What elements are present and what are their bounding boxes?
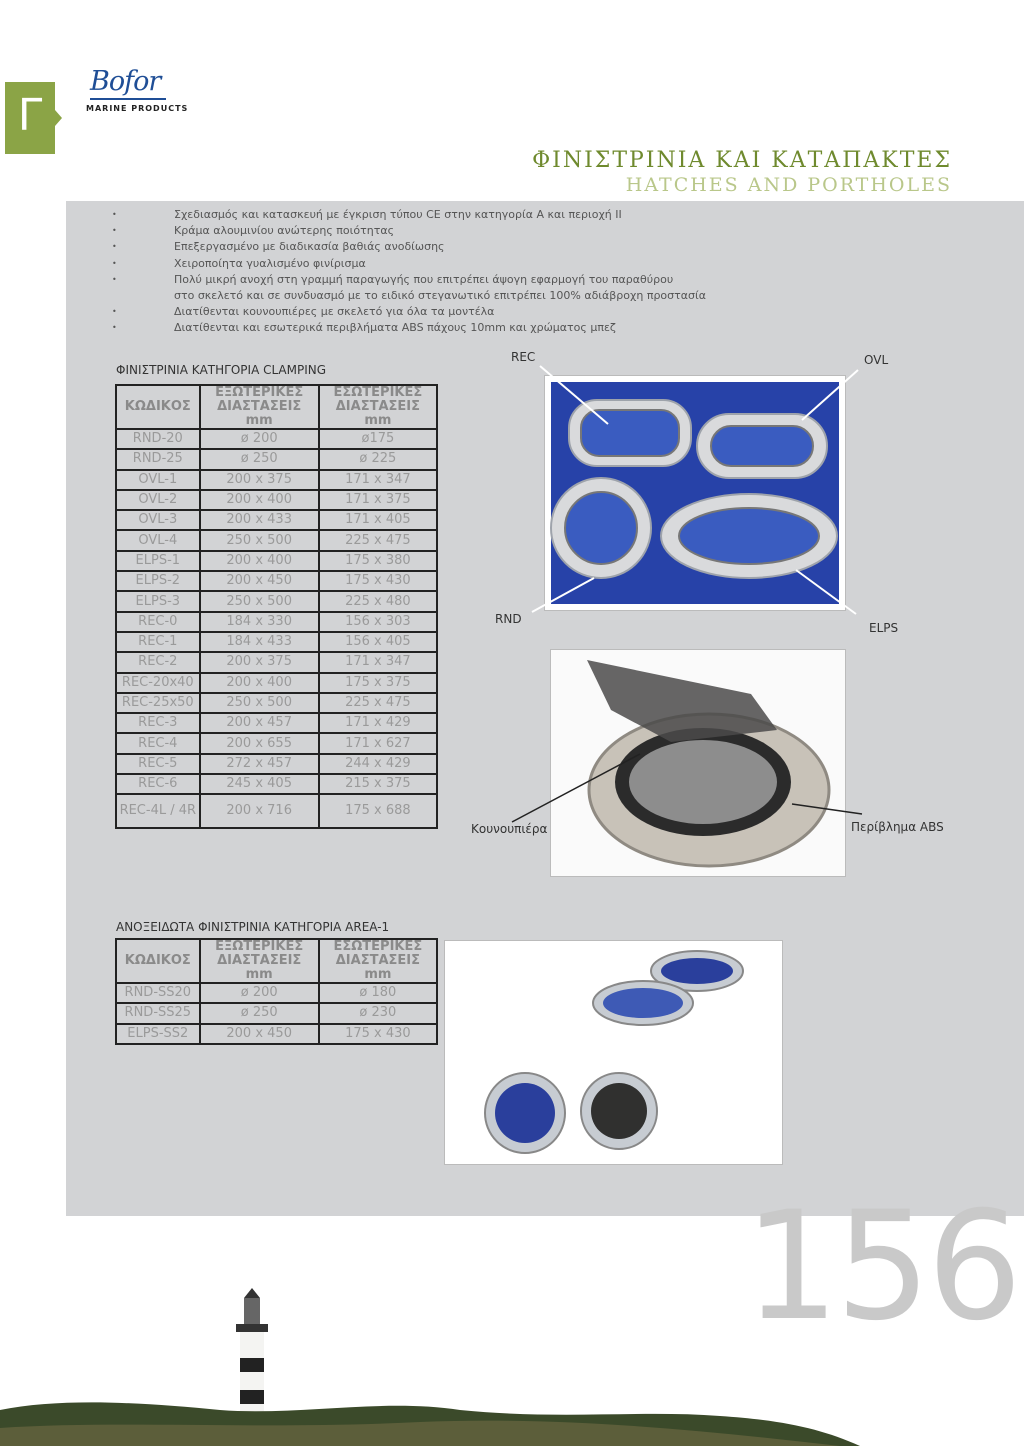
cell-code: OVL-4 xyxy=(116,530,200,550)
table-row xyxy=(116,530,437,550)
feature-list xyxy=(112,207,752,337)
cell-internal-size: 225 x 480 xyxy=(319,591,437,611)
feature-text: Διατίθενται και εσωτερικά περιβλήματα ABS πάχους 10mm και χρώματος μπεζ xyxy=(174,321,616,335)
porthole-detail-photo xyxy=(551,650,845,876)
cell-external-size: 200 x 375 xyxy=(200,652,319,672)
cell-internal-size: 156 x 405 xyxy=(319,632,437,652)
cell-code: RND-SS20 xyxy=(116,983,200,1003)
section-tab xyxy=(5,82,55,154)
cell-code: REC-4 xyxy=(116,733,200,753)
table-row xyxy=(116,632,437,652)
feature-text: Πολύ μικρή ανοχή στη γραμμή παραγωγής που επιτρέπει άψογη εφαρμογή του παραθύρου xyxy=(174,272,674,286)
cell-internal-size: 175 x 688 xyxy=(319,794,437,828)
page-title-greek: ΦΙΝΙΣΤΡΙΝΙΑ ΚΑΙ ΚΑΤΑΠΑΚΤΕΣ xyxy=(532,148,952,173)
feature-item xyxy=(112,304,752,320)
cell-internal-size: 175 x 375 xyxy=(319,673,437,693)
cell-external-size: ø 250 xyxy=(200,449,319,469)
porthole-types-image xyxy=(545,376,845,610)
cell-internal-size: ø 225 xyxy=(319,449,437,469)
cell-external-size: ø 250 xyxy=(200,1003,319,1023)
brand-logo xyxy=(86,66,189,116)
cell-code: REC-1 xyxy=(116,632,200,652)
label-elps: ELPS xyxy=(869,621,899,635)
cell-internal-size: 175 x 380 xyxy=(319,551,437,571)
cell-internal-size: 244 x 429 xyxy=(319,754,437,774)
lighthouse-landscape xyxy=(0,1270,1024,1446)
brand-subtitle: MARINE PRODUCTS xyxy=(86,104,189,113)
table-row xyxy=(116,591,437,611)
cell-code: ELPS-3 xyxy=(116,591,200,611)
table-row xyxy=(116,612,437,632)
cell-external-size: 200 x 457 xyxy=(200,713,319,733)
feature-item xyxy=(112,288,752,304)
table-row xyxy=(116,449,437,469)
cell-internal-size: 175 x 430 xyxy=(319,571,437,591)
porthole-screen-image xyxy=(551,650,845,876)
cell-external-size: ø 200 xyxy=(200,429,319,449)
table-row xyxy=(116,794,437,828)
bullet-icon: • xyxy=(112,242,117,252)
table-row xyxy=(116,1003,437,1023)
cell-code: REC-2 xyxy=(116,652,200,672)
cell-internal-size: 225 x 475 xyxy=(319,530,437,550)
cell-code: REC-6 xyxy=(116,774,200,794)
feature-text: στο σκελετό και σε συνδυασμό με το ειδικό στεγανωτικό επιτρέπει 100% αδιάβροχη προστασία xyxy=(174,289,706,303)
table-row xyxy=(116,754,437,774)
page-title-english: HATCHES AND PORTHOLES xyxy=(625,174,952,196)
bullet-icon: • xyxy=(112,323,117,333)
bullet-icon: • xyxy=(112,226,117,236)
label-rec: REC xyxy=(511,350,536,364)
stainless-portholes-photo xyxy=(445,941,782,1164)
table-row xyxy=(116,490,437,510)
table-row xyxy=(116,673,437,693)
col-header-internal: ΕΣΩΤΕΡΙΚΕΣ ΔΙΑΣΤΑΣΕΙΣ mm xyxy=(319,939,437,983)
feature-item xyxy=(112,223,752,239)
table-row xyxy=(116,510,437,530)
table-row xyxy=(116,693,437,713)
cell-external-size: 200 x 450 xyxy=(200,1024,319,1044)
cell-code: REC-4L / 4R xyxy=(116,794,200,828)
bullet-icon: • xyxy=(112,274,117,284)
label-ovl: OVL xyxy=(864,353,889,367)
cell-internal-size: 225 x 475 xyxy=(319,693,437,713)
tab-arrow-icon xyxy=(55,110,62,126)
cell-external-size: 200 x 433 xyxy=(200,510,319,530)
cell-external-size: 272 x 457 xyxy=(200,754,319,774)
cell-code: ELPS-1 xyxy=(116,551,200,571)
cell-code: REC-20x40 xyxy=(116,673,200,693)
cell-external-size: 250 x 500 xyxy=(200,530,319,550)
table-row xyxy=(116,733,437,753)
col-header-code: ΚΩΔΙΚΟΣ xyxy=(116,939,200,983)
cell-code: ELPS-SS2 xyxy=(116,1024,200,1044)
table-row xyxy=(116,983,437,1003)
feature-text: Διατίθενται κουνουπιέρες με σκελετό για όλα τα μοντέλα xyxy=(174,305,495,319)
table-row xyxy=(116,551,437,571)
cell-external-size: 245 x 405 xyxy=(200,774,319,794)
table-row xyxy=(116,470,437,490)
cell-internal-size: ø 180 xyxy=(319,983,437,1003)
table-row xyxy=(116,774,437,794)
bullet-icon: • xyxy=(112,258,117,268)
bullet-icon: • xyxy=(112,307,117,317)
table-row xyxy=(116,652,437,672)
clamping-portholes-photo xyxy=(545,376,845,610)
cell-code: REC-5 xyxy=(116,754,200,774)
cell-external-size: 184 x 330 xyxy=(200,612,319,632)
cell-code: REC-0 xyxy=(116,612,200,632)
label-abs-trim: Περίβλημα ABS xyxy=(851,820,944,834)
cell-code: RND-20 xyxy=(116,429,200,449)
feature-item xyxy=(112,239,752,255)
table-row xyxy=(116,713,437,733)
cell-external-size: 200 x 400 xyxy=(200,490,319,510)
cell-code: ELPS-2 xyxy=(116,571,200,591)
cell-external-size: ø 200 xyxy=(200,983,319,1003)
col-header-external: ΕΞΩΤΕΡΙΚΕΣ ΔΙΑΣΤΑΣΕΙΣ mm xyxy=(200,939,319,983)
cell-internal-size: 215 x 375 xyxy=(319,774,437,794)
cell-internal-size: 171 x 347 xyxy=(319,470,437,490)
area1-spec-table xyxy=(115,938,438,1045)
cell-internal-size: 171 x 405 xyxy=(319,510,437,530)
cell-external-size: 200 x 400 xyxy=(200,673,319,693)
cell-internal-size: 171 x 627 xyxy=(319,733,437,753)
table1-label: ΦΙΝΙΣΤΡΙΝΙΑ ΚΑΤΗΓΟΡΙΑ CLAMPING xyxy=(116,363,327,377)
bullet-icon: • xyxy=(112,210,117,219)
stainless-portholes-image xyxy=(445,941,782,1164)
cell-internal-size: ø 230 xyxy=(319,1003,437,1023)
col-header-external: ΕΞΩΤΕΡΙΚΕΣ ΔΙΑΣΤΑΣΕΙΣ mm xyxy=(200,385,319,429)
section-letter: Γ xyxy=(17,90,43,141)
cell-internal-size: 171 x 429 xyxy=(319,713,437,733)
label-rnd: RND xyxy=(495,612,522,626)
cell-external-size: 200 x 400 xyxy=(200,551,319,571)
cell-internal-size: 171 x 347 xyxy=(319,652,437,672)
cell-code: RND-SS25 xyxy=(116,1003,200,1023)
cell-code: OVL-3 xyxy=(116,510,200,530)
cell-external-size: 200 x 375 xyxy=(200,470,319,490)
clamping-spec-table xyxy=(115,384,438,829)
cell-external-size: 200 x 655 xyxy=(200,733,319,753)
feature-item xyxy=(112,320,752,336)
label-mosquito-screen: Κουνουπιέρα xyxy=(471,822,548,836)
feature-text: Κράμα αλουμινίου ανώτερης ποιότητας xyxy=(174,224,395,238)
feature-text: Επεξεργασμένο με διαδικασία βαθιάς ανοδίωσης xyxy=(174,240,445,254)
logo-underline xyxy=(90,98,166,100)
cell-code: REC-25x50 xyxy=(116,693,200,713)
col-header-internal: ΕΣΩΤΕΡΙΚΕΣ ΔΙΑΣΤΑΣΕΙΣ mm xyxy=(319,385,437,429)
cell-internal-size: 156 x 303 xyxy=(319,612,437,632)
table-row xyxy=(116,571,437,591)
cell-external-size: 200 x 716 xyxy=(200,794,319,828)
feature-item xyxy=(112,207,752,223)
feature-item xyxy=(112,272,752,288)
cell-internal-size: 171 x 375 xyxy=(319,490,437,510)
cell-external-size: 250 x 500 xyxy=(200,591,319,611)
cell-external-size: 184 x 433 xyxy=(200,632,319,652)
cell-internal-size: ø175 xyxy=(319,429,437,449)
feature-item xyxy=(112,256,752,272)
page-number: 156 xyxy=(744,1180,1019,1354)
cell-external-size: 200 x 450 xyxy=(200,571,319,591)
cell-external-size: 250 x 500 xyxy=(200,693,319,713)
cell-internal-size: 175 x 430 xyxy=(319,1024,437,1044)
cell-code: RND-25 xyxy=(116,449,200,469)
cell-code: REC-3 xyxy=(116,713,200,733)
cell-code: OVL-1 xyxy=(116,470,200,490)
col-header-code: ΚΩΔΙΚΟΣ xyxy=(116,385,200,429)
feature-text: Σχεδιασμός και κατασκευή με έγκριση τύπου CE στην κατηγορία Α και περιοχή ΙΙ xyxy=(174,208,622,221)
table-row xyxy=(116,1024,437,1044)
table2-label: ΑΝΟΞΕΙΔΩΤΑ ΦΙΝΙΣΤΡΙΝΙΑ ΚΑΤΗΓΟΡΙΑ AREA-1 xyxy=(116,920,390,934)
feature-text: Χειροποίητα γυαλισμένο φινίρισμα xyxy=(174,256,366,270)
bullet-icon xyxy=(112,288,174,304)
table-row xyxy=(116,429,437,449)
brand-name: Bofor xyxy=(90,66,161,97)
cell-code: OVL-2 xyxy=(116,490,200,510)
